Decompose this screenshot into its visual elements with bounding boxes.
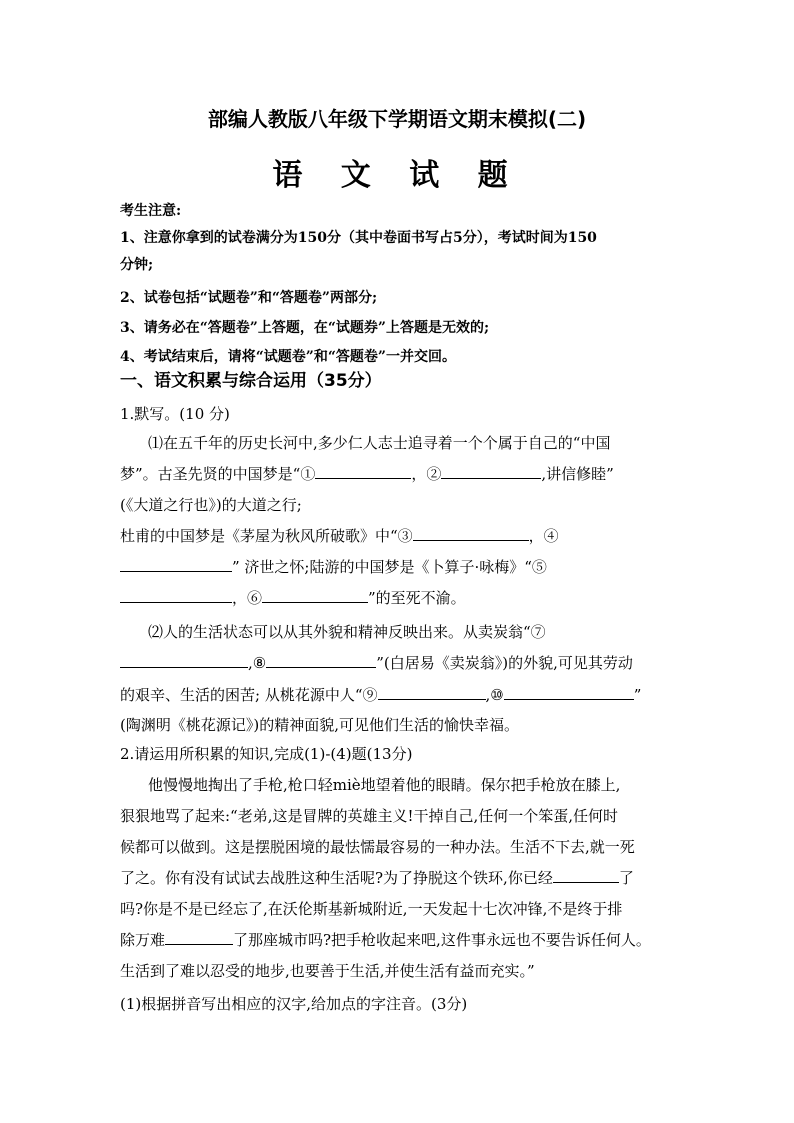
q1-text: ”的至死不渝。 bbox=[368, 589, 466, 607]
answer-blank-6[interactable] bbox=[262, 586, 368, 603]
answer-blank-9[interactable] bbox=[378, 683, 486, 700]
q2-passage-line-5: 吗?你是不是已经忘了,在沃伦斯基新城附近,一天发起十七次冲锋,不是终于排 bbox=[120, 900, 623, 918]
q1-p1-line-4 bbox=[120, 524, 682, 548]
notice-item-2: 2、试卷包括“试题卷”和“答题卷”两部分; bbox=[120, 290, 378, 306]
q1-p1-line-1: ⑴在五千年的历史长河中,多少仁人志士追寻着一个个属于自己的“中国 bbox=[148, 434, 611, 452]
answer-blank-2[interactable] bbox=[441, 462, 541, 479]
q2-passage-line-4 bbox=[120, 866, 682, 890]
answer-blank-10[interactable] bbox=[504, 683, 634, 700]
q2-text: 了 bbox=[618, 869, 634, 887]
question-1-stem: 1.默写。(10 分) bbox=[120, 405, 230, 423]
q1-p1-line-6 bbox=[120, 586, 682, 610]
q1-text: ,⑧ bbox=[248, 654, 267, 672]
q1-p1-line-3: (《大道之行也》)的大道之行; bbox=[120, 496, 302, 514]
q2-text: 了之。你有没有试试去战胜这种生活呢?为了挣脱这个铁环,你已经 bbox=[120, 869, 553, 887]
q1-text: ,⑩ bbox=[485, 686, 504, 704]
page-title: 语 文 试 题 bbox=[272, 158, 522, 193]
notice-item-3: 3、请务必在“答题卷”上答题，在“试题券”上答题是无效的; bbox=[120, 320, 490, 336]
answer-blank-4[interactable] bbox=[120, 555, 232, 572]
section-heading: 一、语文积累与综合运用（35分） bbox=[120, 371, 382, 391]
notice-item-1-cont: 分钟; bbox=[120, 257, 154, 273]
q1-text: ” 济世之怀;陆游的中国梦是《卜算子·咏梅》“⑤ bbox=[232, 558, 547, 576]
q1-p1-line-2 bbox=[120, 462, 682, 486]
answer-blank-1[interactable] bbox=[315, 462, 411, 479]
q1-text: ”(白居易《卖炭翁》)的外貌,可见其劳动 bbox=[376, 654, 633, 672]
q1-text: ，⑥ bbox=[232, 589, 263, 607]
q2-passage-line-3: 候都可以做到。这是摆脱困境的最怯懦最容易的一种办法。生活不下去,就一死 bbox=[120, 838, 635, 856]
q2-passage-line-2: 狠狠地骂了起来:“老弟,这是冒牌的英雄主义!干掉自己,任何一个笨蛋,任何时 bbox=[120, 807, 619, 825]
notice-item-4: 4、考试结束后，请将“试题卷”和“答题卷”一并交回。 bbox=[120, 349, 456, 365]
q2-text: 了那座城市吗?把手枪收起来吧,这件事永远也不要告诉任何人。 bbox=[233, 931, 651, 949]
q1-text: 梦”。古圣先贤的中国梦是“① bbox=[120, 465, 316, 483]
q1-text: 的艰辛、生活的困苦; 从桃花源中人“⑨ bbox=[120, 686, 378, 704]
answer-blank-7[interactable] bbox=[120, 651, 248, 668]
q2-text: 除万难 bbox=[120, 931, 166, 949]
question-2-stem: 2.请运用所积累的知识,完成(1)-(4)题(13分) bbox=[120, 745, 413, 763]
notice-heading: 考生注意: bbox=[120, 203, 182, 219]
q2-passage-line-6 bbox=[120, 928, 682, 952]
q1-p1-line-5 bbox=[120, 555, 682, 579]
exam-subtitle: 部编人教版八年级下学期语文期末模拟(二) bbox=[207, 107, 587, 131]
answer-blank-3[interactable] bbox=[413, 524, 529, 541]
q1-text: ” bbox=[633, 686, 642, 704]
answer-blank-8[interactable] bbox=[266, 651, 376, 668]
q1-text: ，④ bbox=[528, 527, 559, 545]
q1-p2-line-4: (陶渊明《桃花源记》)的精神面貌,可见他们生活的愉快幸福。 bbox=[120, 716, 519, 734]
q2-passage-line-7: 生活到了难以忍受的地步,也要善于生活,并使生活有益而充实。” bbox=[120, 962, 535, 980]
answer-blank-passage-2[interactable] bbox=[165, 928, 233, 945]
q2-passage-line-1: 他慢慢地掏出了手枪,枪口轻miè地望着他的眼睛。保尔把手枪放在膝上, bbox=[148, 776, 621, 794]
answer-blank-5[interactable] bbox=[120, 586, 232, 603]
q1-p2-line-2 bbox=[120, 651, 682, 675]
q1-text: 杜甫的中国梦是《茅屋为秋风所破歌》中“③ bbox=[120, 527, 413, 545]
q2-subquestion-1: (1)根据拼音写出相应的汉字,给加点的字注音。(3分) bbox=[120, 995, 468, 1013]
q1-text: ,讲信修睦” bbox=[541, 465, 614, 483]
q1-text: ，② bbox=[411, 465, 442, 483]
q1-p2-line-3 bbox=[120, 683, 682, 707]
answer-blank-passage-1[interactable] bbox=[553, 866, 619, 883]
q1-p2-line-1: ⑵人的生活状态可以从其外貌和精神反映出来。从卖炭翁“⑦ bbox=[148, 623, 546, 641]
notice-item-1: 1、注意你拿到的试卷满分为150分（其中卷面书写占5分），考试时间为150 bbox=[120, 230, 597, 246]
